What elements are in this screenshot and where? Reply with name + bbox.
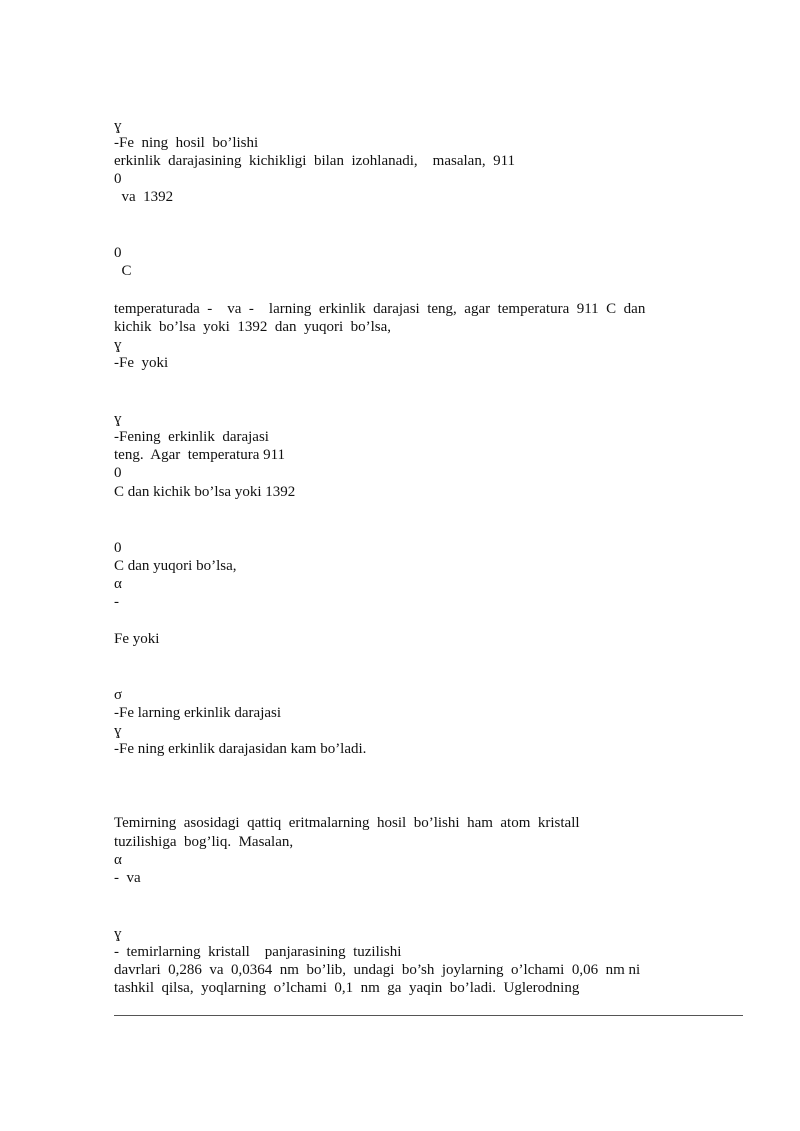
text-line: 0 bbox=[114, 465, 122, 481]
text-line: temperaturada - va - larning erkinlik darajasi teng, agar temperatura 911 C dan bbox=[114, 301, 646, 317]
text-line: C dan yuqori bo’lsa, bbox=[114, 558, 237, 574]
text-line: 0 bbox=[114, 245, 122, 261]
text-line: ɣ bbox=[114, 118, 122, 134]
text-line: tashkil qilsa, yoqlarning o’lchami 0,1 nm ga yaqin bo’ladi. Uglerodning bbox=[114, 980, 580, 996]
text-line: ɣ bbox=[114, 337, 122, 353]
text-line: davrlari 0,286 va 0,0364 nm bo’lib, undagi bo’sh joylarning o’lchami 0,06 nm ni bbox=[114, 962, 641, 978]
text-line: tuzilishiga bog’liq. Masalan, bbox=[114, 834, 294, 850]
footer-rule bbox=[114, 1015, 743, 1016]
text-line: -Fe larning erkinlik darajasi bbox=[114, 705, 282, 721]
text-line: ɣ bbox=[114, 411, 122, 427]
text-line: ɣ bbox=[114, 926, 122, 942]
text-line: -Fe yoki bbox=[114, 355, 169, 371]
text-line: -Fe ning erkinlik darajasidan kam bo’ladi. bbox=[114, 741, 367, 757]
text-line: σ bbox=[114, 687, 123, 703]
text-line: ɣ bbox=[114, 723, 122, 739]
text-line: kichik bo’lsa yoki 1392 dan yuqori bo’lsa, bbox=[114, 319, 392, 335]
text-line: α bbox=[114, 852, 122, 868]
text-line: 0 bbox=[114, 171, 122, 187]
text-line: va 1392 bbox=[114, 189, 174, 205]
text-line: -Fening erkinlik darajasi bbox=[114, 429, 269, 445]
text-line: C dan kichik bo’lsa yoki 1392 bbox=[114, 484, 296, 500]
text-line: teng. Agar temperatura 911 bbox=[114, 447, 286, 463]
text-line: C bbox=[114, 263, 132, 279]
text-line: - temirlarning kristall panjarasining tuzilishi bbox=[114, 944, 402, 960]
text-line: 0 bbox=[114, 540, 122, 556]
text-line: - bbox=[114, 594, 119, 610]
text-line: erkinlik darajasining kichikligi bilan izohlanadi, masalan, 911 bbox=[114, 153, 516, 169]
text-line: -Fe ning hosil bo’lishi bbox=[114, 135, 259, 151]
text-line: Temirning asosidagi qattiq eritmalarning hosil bo’lishi ham atom kristall bbox=[114, 815, 580, 831]
text-line: α bbox=[114, 576, 122, 592]
text-line: - va bbox=[114, 870, 141, 886]
text-line: Fe yoki bbox=[114, 631, 160, 647]
